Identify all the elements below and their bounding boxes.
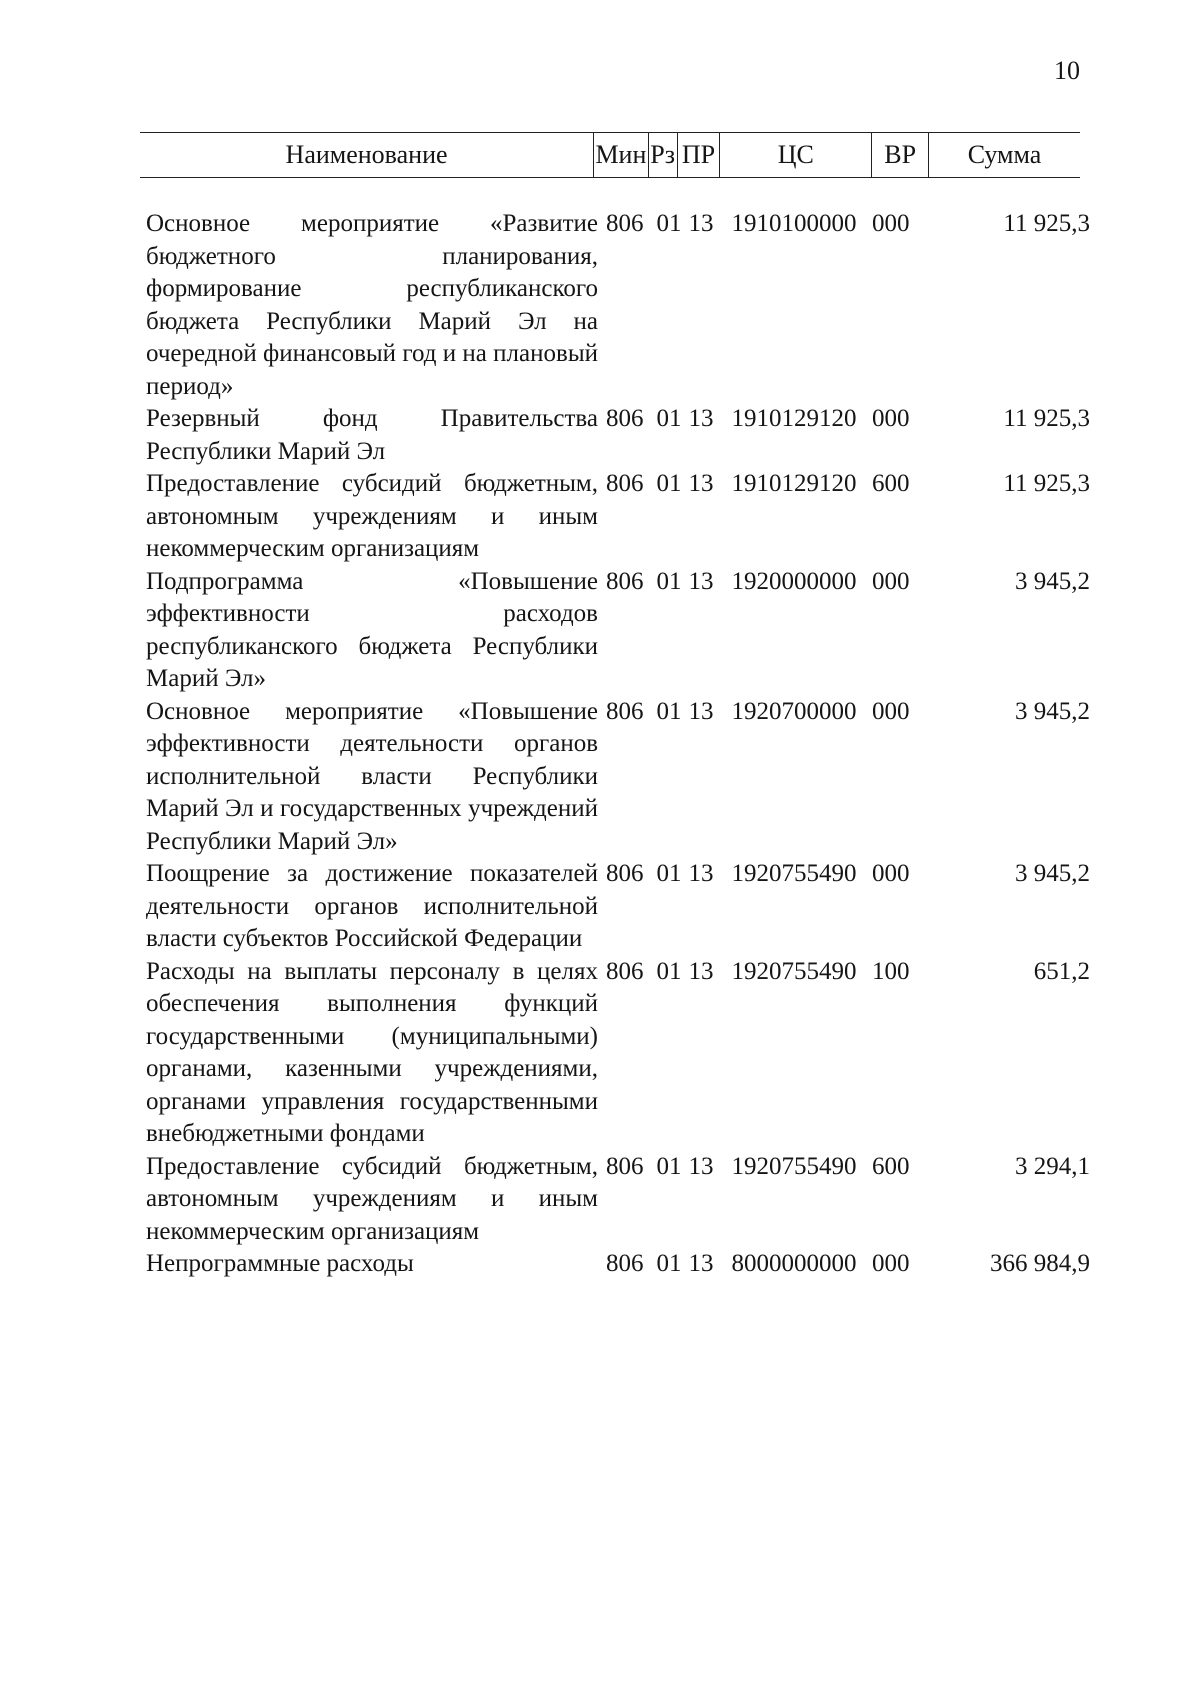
row-name: Непрограммные расходы [146, 1250, 414, 1277]
row-cs: 1920700000 [731, 697, 857, 725]
row-name: Резервный фонд Правительства Республики Марий Эл [146, 405, 598, 465]
row-min: 806 [606, 860, 644, 887]
row-cs: 1920755490 [731, 957, 857, 985]
table-row [146, 403, 1090, 468]
header-vr: ВР [871, 133, 928, 177]
table-row [146, 1248, 1090, 1281]
header-rz: Рз [648, 133, 677, 177]
row-rz: 01 [656, 567, 682, 595]
row-min: 806 [606, 567, 644, 595]
row-vr: 000 [872, 1250, 910, 1277]
row-sum: 3 945,2 [1015, 697, 1090, 725]
row-cs: 1920755490 [731, 860, 857, 887]
row-min: 806 [606, 1152, 644, 1180]
table-row [146, 696, 1090, 859]
page-number: 10 [1054, 56, 1080, 85]
row-min: 806 [606, 697, 644, 725]
table-header [140, 132, 1080, 178]
row-vr: 600 [872, 1152, 910, 1180]
row-rz: 01 [656, 957, 682, 985]
row-pr: 13 [688, 697, 714, 725]
row-cs: 1920755490 [731, 1152, 857, 1180]
row-rz: 01 [656, 405, 682, 432]
table-row [146, 566, 1090, 696]
header-sum: Сумма [928, 133, 1080, 177]
row-rz: 01 [656, 210, 682, 237]
row-sum: 11 925,3 [1003, 470, 1090, 497]
table-row [146, 1151, 1090, 1249]
table-row [146, 468, 1090, 566]
row-pr: 13 [688, 957, 714, 985]
row-pr: 13 [688, 405, 714, 432]
row-min: 806 [606, 210, 644, 237]
row-name: Подпрограмма «Повышение эффективности расходов республиканского бюджета Республики Марий Эл» [146, 567, 598, 692]
row-pr: 13 [688, 567, 714, 595]
row-sum: 11 925,3 [1003, 210, 1090, 237]
header-min: Мин [593, 133, 648, 177]
row-vr: 600 [872, 470, 910, 497]
row-pr: 13 [688, 1250, 714, 1277]
row-vr: 100 [872, 957, 910, 985]
row-min: 806 [606, 1250, 644, 1277]
header-pr: ПР [677, 133, 720, 177]
row-vr: 000 [872, 567, 910, 595]
table-row [146, 858, 1090, 956]
row-name: Предоставление субсидий бюджетным, автономным учреждениям и иным некоммерческим организациям [146, 470, 598, 562]
row-cs: 8000000000 [731, 1250, 857, 1277]
row-min: 806 [606, 405, 644, 432]
row-rz: 01 [656, 470, 682, 497]
row-pr: 13 [688, 210, 714, 237]
row-sum: 3 294,1 [1015, 1152, 1090, 1180]
row-rz: 01 [656, 697, 682, 725]
table-body [146, 208, 1090, 1281]
row-vr: 000 [872, 405, 910, 432]
row-name: Основное мероприятие «Повышение эффективности деятельности органов исполнительной власти Республики Марий Эл и государственных учреждений Республики Марий Эл» [146, 697, 598, 855]
row-name: Основное мероприятие «Развитие бюджетного планирования, формирование республиканского бюджета Республики Марий Эл на очередной финансовый год и на плановый период» [146, 210, 598, 400]
row-cs: 1920000000 [731, 567, 857, 595]
row-pr: 13 [688, 860, 714, 887]
row-cs: 1910100000 [731, 210, 857, 237]
row-name: Расходы на выплаты персоналу в целях обеспечения выполнения функций государственными (муниципальными) органами, казенными учреждениями, органами управления государственными внебюджетными фондами [146, 957, 598, 1147]
row-name: Поощрение за достижение показателей деятельности органов исполнительной власти субъектов Российской Федерации [146, 860, 598, 952]
row-cs: 1910129120 [731, 470, 857, 497]
table-row [146, 208, 1090, 403]
row-sum: 3 945,2 [1015, 567, 1090, 595]
row-rz: 01 [656, 1250, 682, 1277]
row-name: Предоставление субсидий бюджетным, автономным учреждениям и иным некоммерческим организациям [146, 1152, 598, 1245]
row-sum: 11 925,3 [1003, 405, 1090, 432]
row-min: 806 [606, 470, 644, 497]
row-rz: 01 [656, 1152, 682, 1180]
row-min: 806 [606, 957, 644, 985]
row-vr: 000 [872, 210, 910, 237]
row-sum: 651,2 [1033, 957, 1090, 985]
table-row [146, 956, 1090, 1151]
row-sum: 366 984,9 [990, 1250, 1090, 1277]
row-cs: 1910129120 [731, 405, 857, 432]
row-pr: 13 [688, 470, 714, 497]
row-vr: 000 [872, 860, 910, 887]
row-vr: 000 [872, 697, 910, 725]
header-cs: ЦС [719, 133, 871, 177]
row-pr: 13 [688, 1152, 714, 1180]
header-name: Наименование [285, 140, 448, 169]
row-rz: 01 [656, 860, 682, 887]
row-sum: 3 945,2 [1015, 860, 1090, 887]
